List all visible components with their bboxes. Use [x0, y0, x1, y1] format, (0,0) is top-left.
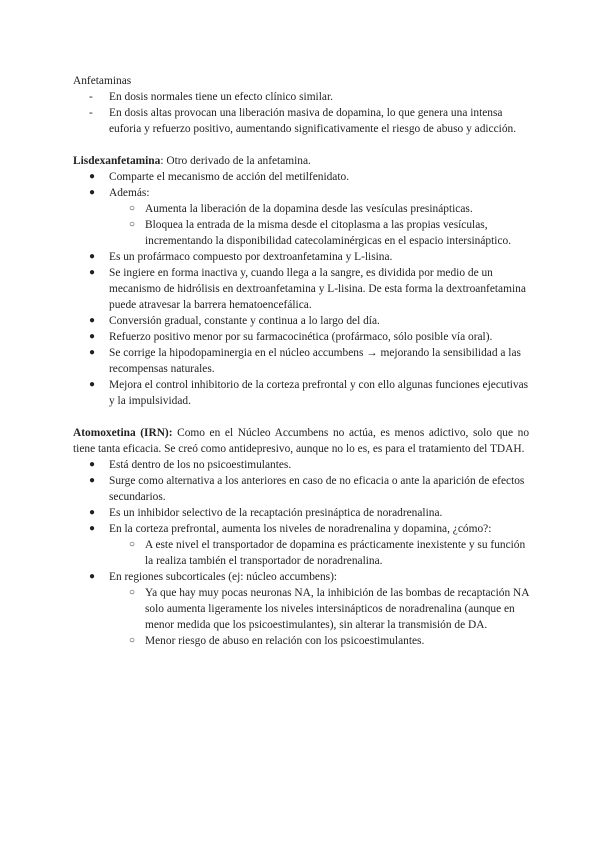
list-item — [73, 505, 529, 521]
section-intro-atomox — [73, 425, 529, 457]
list-item-text: En dosis altas provocan una liberación masiva de dopamina, lo que genera una intensa euforia y refuerzo positivo, aumentando significativamente el riesgo de abuso y adicción. — [109, 107, 517, 135]
sub-list-item — [109, 217, 529, 249]
list-item-text: A este nivel el transportador de dopamina es prácticamente inexistente y su función la realiza también el transportador de noradrenalina. — [145, 539, 526, 567]
list-item — [73, 105, 529, 137]
section-intro-text: Como en el Núcleo Accumbens no actúa, es menos adictivo, solo que no tiene tanta eficacia. Se creó como antidepresivo, aunque no lo es, es para el tratamiento del TDAH. — [73, 427, 530, 455]
bullet-marker: ● — [89, 459, 96, 470]
bullet-marker: ● — [89, 267, 96, 278]
list-item — [73, 569, 529, 649]
sub-list — [109, 537, 529, 569]
circle-marker: ○ — [129, 635, 136, 646]
bullet-marker: ● — [89, 475, 96, 486]
section-intro-lisdex — [73, 153, 529, 169]
list-item-text: Mejora el control inhibitorio de la corteza prefrontal y con ello algunas funciones ejecutivas y la impulsividad. — [109, 379, 529, 407]
sub-list-item — [109, 585, 529, 633]
list-item — [73, 521, 529, 569]
bullet-marker: ● — [89, 347, 96, 358]
bullet-marker: ● — [89, 571, 96, 582]
dash-marker: - — [89, 107, 93, 119]
list-item-text: Bloquea la entrada de la misma desde el citoplasma a las propias vesículas, incrementando la disponibilidad catecolaminérgicas en el espacio intersináptico. — [145, 219, 512, 247]
list-item-text: Es un profármaco compuesto por dextroanfetamina y L-lisina. — [109, 251, 393, 263]
list-item — [73, 377, 529, 409]
list-item-text: En regiones subcorticales (ej: núcleo accumbens): — [109, 571, 338, 583]
list-item — [73, 169, 529, 185]
section-title-atomox: Atomoxetina (IRN): — [73, 427, 173, 439]
list-item-text: Se ingiere en forma inactiva y, cuando llega a la sangre, es dividida por medio de un mecanismo de hidrólisis en dextroanfetamina y L-lisina. De esta forma la dextroanfetamina puede atravesar la barrera hematoencefálica. — [109, 267, 526, 311]
bullet-marker: ● — [89, 171, 96, 182]
bullet-marker: ● — [89, 379, 96, 390]
list-item-text: Ya que hay muy pocas neuronas NA, la inhibición de las bombas de recaptación NA solo aumenta ligeramente los niveles intersinápticos de noradrenalina (aunque en menor medida que los psicoestimulantes), sin alterar la transmisión de DA. — [145, 587, 529, 631]
list-item-text: Refuerzo positivo menor por su farmacocinética (profármaco, sólo posible vía oral). — [109, 331, 493, 343]
document-page — [73, 73, 529, 649]
anfetaminas-list — [73, 89, 529, 137]
bullet-marker: ● — [89, 251, 96, 262]
bullet-marker: ● — [89, 523, 96, 534]
circle-marker: ○ — [129, 203, 136, 214]
circle-marker: ○ — [129, 539, 136, 550]
list-item — [73, 265, 529, 313]
list-item-text: En la corteza prefrontal, aumenta los niveles de noradrenalina y dopamina, ¿cómo?: — [109, 523, 492, 535]
bullet-marker: ● — [89, 507, 96, 518]
list-item-text: Surge como alternativa a los anteriores en caso de no eficacia o ante la aparición de efectos secundarios. — [109, 475, 525, 503]
dash-marker: - — [89, 91, 93, 103]
list-item-text: Conversión gradual, constante y continua a lo largo del día. — [109, 315, 380, 327]
section-title-lisdex: Lisdexanfetamina — [73, 155, 161, 167]
bullet-marker: ● — [89, 315, 96, 326]
list-item — [73, 249, 529, 265]
list-item — [73, 185, 529, 249]
sub-list — [109, 585, 529, 649]
circle-marker: ○ — [129, 219, 136, 230]
list-item-text: Es un inhibidor selectivo de la recaptación presináptica de noradrenalina. — [109, 507, 443, 519]
list-item — [73, 89, 529, 105]
bullet-marker: ● — [89, 331, 96, 342]
sub-list-item — [109, 633, 529, 649]
section-intro-text: : Otro derivado de la anfetamina. — [160, 155, 311, 167]
list-item — [73, 329, 529, 345]
list-item-text: Está dentro de los no psicoestimulantes. — [109, 459, 292, 471]
list-item-text: Además: — [109, 187, 150, 199]
sub-list — [109, 201, 529, 249]
sub-list-item — [109, 201, 529, 217]
list-item — [73, 457, 529, 473]
lisdex-list — [73, 169, 529, 409]
list-item-text: Se corrige la hipodopaminergia en el núcleo accumbens → mejorando la sensibilidad a las recompensas naturales. — [109, 347, 521, 375]
list-item-text: En dosis normales tiene un efecto clínico similar. — [109, 91, 333, 103]
circle-marker: ○ — [129, 587, 136, 598]
sub-list-item — [109, 537, 529, 569]
list-item-text: Menor riesgo de abuso en relación con los psicoestimulantes. — [145, 635, 425, 647]
list-item-text: Aumenta la liberación de la dopamina desde las vesículas presinápticas. — [145, 203, 473, 215]
list-item — [73, 345, 529, 377]
list-item — [73, 313, 529, 329]
list-item-text: Comparte el mecanismo de acción del metilfenidato. — [109, 171, 350, 183]
section-title-anfetaminas: Anfetaminas — [73, 75, 132, 87]
atomox-list — [73, 457, 529, 649]
bullet-marker: ● — [89, 187, 96, 198]
list-item — [73, 473, 529, 505]
